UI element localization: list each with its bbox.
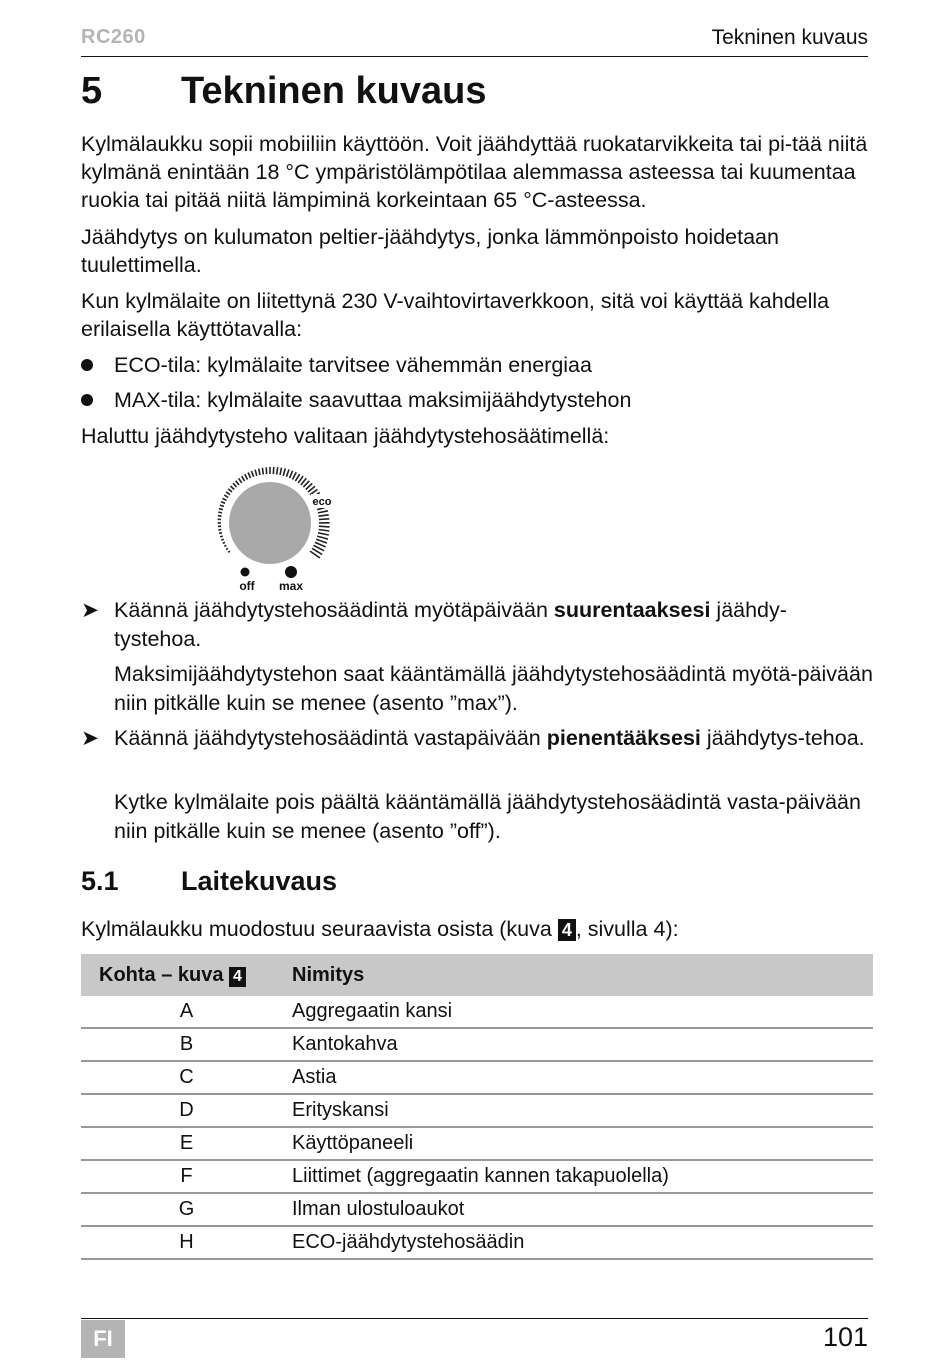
step-arrow-icon: ➤ [81,598,100,622]
section-title: Laitekuvaus [181,866,338,896]
paragraph-select [81,422,881,450]
step-decrease-note: Kytke kylmälaite pois päältä kääntämällä jäähdytystehosäädintä vasta-päivään niin pitkälle kuin se menee (asento ”off”). [114,790,861,843]
table-header-name: Nimitys [292,954,873,996]
table-row [81,1226,873,1259]
dial-tick [286,470,289,477]
dial-tick [295,474,299,481]
dial-tick [223,498,227,500]
table-cell-name: ECO-jäähdytystehosäädin [292,1226,873,1259]
cooling-dial-illustration [200,455,350,600]
table-cell-key: A [81,996,292,1028]
dial-max-label: max [278,579,304,593]
table-cell-key: C [81,1061,292,1094]
step-text [114,596,871,654]
table-row [81,1127,873,1160]
table-cell-name: Liittimet (aggregaatin kannen takapuolella) [292,1160,873,1193]
section-intro-text-end: , sivulla 4): [575,917,679,941]
dial-tick [283,469,285,476]
dial-tick [293,472,297,479]
table-header-row [81,954,873,996]
figure-ref-badge: 4 [558,919,576,941]
dial-tick [223,542,225,543]
dial-tick [319,515,329,516]
paragraph-modes [81,287,881,343]
paragraph-intro [81,130,881,214]
parts-table [81,954,873,1260]
table-cell-key: B [81,1028,292,1061]
step-increase-note: Maksimijäähdytystehon saat kääntämällä jäähdytystehosäädintä myötä-päivään niin pitkälle kuin se menee (asento ”max”). [114,662,873,715]
dial-tick [319,519,329,520]
chapter-heading [81,70,487,113]
section-heading [81,866,337,897]
table-cell-name: Aggregaatin kansi [292,996,873,1028]
bullet-dot [81,359,93,371]
bullet-dot [81,394,93,406]
dial-tick [318,511,328,513]
table-cell-key: G [81,1193,292,1226]
footer-rule [81,1318,868,1319]
table-row [81,1160,873,1193]
table-body [81,996,873,1259]
step-text-end: jäähdytys-tehoa. [700,726,865,750]
dial-tick [224,545,226,546]
dial-tick [231,486,235,490]
table-row [81,1193,873,1226]
dial-tick [318,533,329,535]
dial-tick [239,478,242,483]
footer-page-number: 101 [822,1322,868,1352]
table-cell-key: F [81,1160,292,1193]
dial-tick [242,476,245,481]
dial-tick [252,471,254,477]
dial-tick [319,530,330,532]
dial-tick [290,471,293,478]
dial-tick [228,551,230,552]
table-cell-name: Kantokahva [292,1028,873,1061]
dial-tick [245,474,248,479]
header-model: RC260 [81,26,146,48]
step-text-emphasis: pienentääksesi [546,726,701,750]
dial-tick [262,468,263,475]
dial-tick [259,469,260,475]
step-decrease [81,724,871,782]
paragraph-1: Kylmälaukku sopii mobiiliin käyttöön. Voit jäähdyttää ruokatarvikkeita tai pi-tää niitä kylmänä enintään 18 °C ympäristölämpötilaa alemmassa asteessa tai kuumentaa ruokia tai pitää niitä lämpiminä korkeintaan 65 °C-asteessa. [81,132,868,212]
dial-eco-label: eco [312,496,332,508]
step-text [114,724,871,753]
table-header-key-label: Kohta – kuva [99,963,230,986]
dial-tick [266,467,267,474]
paragraph-4: Haluttu jäähdytysteho valitaan jäähdytystehosäätimellä: [81,424,610,448]
chapter-title: Tekninen kuvaus [181,70,487,112]
dial-tick [221,539,224,540]
section-number: 5.1 [81,866,119,896]
step-text-start: Käännä jäähdytystehosäädintä myötäpäivään [114,598,554,622]
dial-tick [219,509,223,510]
dial-tick [224,495,228,498]
step-arrow-icon: ➤ [81,726,100,750]
figure-ref-badge: 4 [229,967,246,987]
table-row [81,1061,873,1094]
step-text-start: Käännä jäähdytystehosäädintä vastapäivään [114,726,547,750]
dial-max-marker [285,566,297,578]
dial-tick [221,502,225,504]
footer-language-badge: FI [81,1320,125,1358]
table-cell-name: Käyttöpaneeli [292,1127,873,1160]
paragraph-3: Kun kylmälaite on liitettynä 230 V-vaihtovirtaverkkoon, sitä voi käyttää kahdella erilaisella käyttötavalla: [81,289,830,341]
dial-tick [228,489,232,492]
dial-off-marker [241,568,250,577]
table-row [81,1094,873,1127]
dial-tick [298,476,303,483]
dial-tick [273,467,274,474]
table-cell-key: E [81,1127,292,1160]
step-text-emphasis: suurentaaksesi [553,598,711,622]
dial-tick [280,468,282,475]
header-rule [81,56,868,57]
step-increase [81,596,871,654]
step-text-end: jäähdy-tystehoa. [114,598,787,651]
table-cell-name: Astia [292,1061,873,1094]
bullet-text: ECO-tila: kylmälaite tarvitsee vähemmän energiaa [114,353,592,377]
dial-tick [218,512,222,513]
section-intro-text: Kylmälaukku muodostuu seuraavista osista (kuva [81,917,558,941]
dial-tick [255,470,257,476]
section-intro [81,915,881,943]
dial-tick [248,473,250,479]
chapter-number: 5 [81,70,103,112]
dial-tick [218,516,222,517]
dial-tick [226,548,228,549]
dial-off-label: off [239,579,255,593]
header-section: Tekninen kuvaus [711,26,868,49]
paragraph-cooling [81,223,881,279]
dial-tick [220,505,224,506]
dial-tick [319,526,330,527]
dial-tick [277,467,278,474]
table-row [81,996,873,1028]
paragraph-2: Jäähdytys on kulumaton peltier-jäähdytys, jonka lämmönpoisto hoidetaan tuulettimella. [81,225,779,277]
dial-tick [236,481,239,485]
table-header-key [81,954,292,996]
dial-tick [233,483,237,487]
table-cell-name: Ilman ulostuloaukot [292,1193,873,1226]
dial-tick [226,492,230,495]
dial-tick [317,536,328,539]
dial-knob [229,482,311,564]
dial-tick [219,533,222,534]
dial-tick [316,539,327,543]
table-cell-key: D [81,1094,292,1127]
table-row [81,1028,873,1061]
table-cell-key: H [81,1226,292,1259]
table-cell-name: Erityskansi [292,1094,873,1127]
dial-tick [220,536,223,537]
bullet-text: MAX-tila: kylmälaite saavuttaa maksimijäähdytystehon [114,388,632,412]
